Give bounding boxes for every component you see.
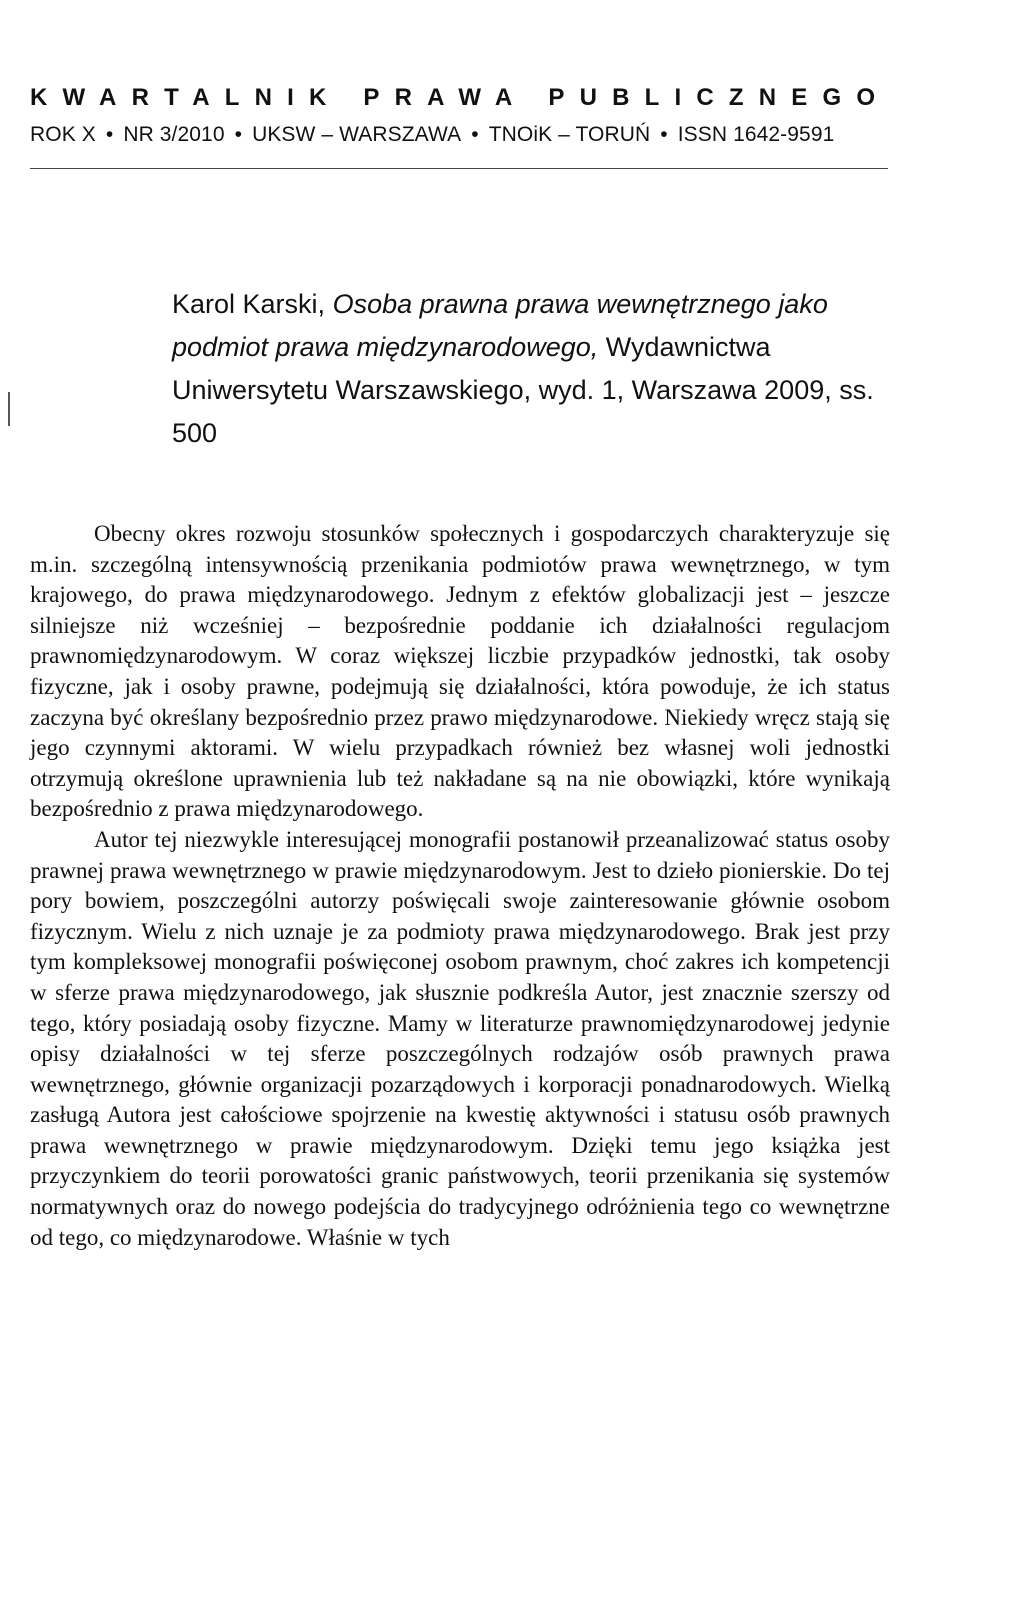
review-body [30, 519, 890, 1253]
meta-publisher-1: UKSW – WARSZAWA [252, 123, 462, 146]
book-citation [172, 283, 892, 455]
body-paragraph: Autor tej niezwykle interesującej monografii postanowił przeanalizować status osoby prawnej prawa wewnętrznego w prawie międzynarodowym. Jest to dzieło pionierskie. Do tej pory bowiem, poszczególni autorzy poświęcali swoje zainteresowanie głównie osobom fizycznym. Wielu z nich uznaje je za podmioty prawa międzynarodowego. Brak jest przy tym kompleksowej monografii poświęconej osobom prawnym, choć zakres ich kompetencji w sferze prawa międzynarodowego, jak słusznie podkreśla Autor, jest znacznie szerszy od tego, który posiadają osoby fizyczne. Mamy w literaturze prawnomiędzynarodowej jedynie opisy działalności w tej sferze poszczególnych rodzajów osób prawnych prawa wewnętrznego, głównie organizacji pozarządowych i korporacji ponadnarodowych. Wielką zasługą Autora jest całościowe spojrzenie na kwestię aktywności i statusu osób prawnych prawa wewnętrznego w prawie międzynarodowym. Dzięki temu jego książka jest przyczynkiem do teorii porowatości granic państwowych, teorii przenikania się systemów normatywnych oraz do nowego podejścia do tradycyjnego odróżnienia tego co wewnętrzne od tego, co międzynarodowe. Właśnie w tych [30, 826, 890, 1250]
scan-edge-mark [8, 392, 10, 426]
journal-name: KWARTALNIK PRAWA PUBLICZNEGO [30, 84, 891, 111]
meta-separator: • [234, 123, 243, 146]
meta-publisher-2: TNOiK – TORUŃ [488, 123, 651, 146]
meta-separator: • [471, 123, 479, 146]
book-author: Karol Karski, [172, 289, 333, 319]
meta-issue: NR 3/2010 [123, 123, 225, 146]
meta-volume: ROK X [30, 123, 96, 146]
header-divider [30, 168, 888, 169]
meta-issn: ISSN 1642-9591 [677, 123, 835, 146]
meta-separator: • [660, 123, 668, 146]
body-paragraph: Obecny okres rozwoju stosunków społecznych i gospodarczych charakteryzuje się m.in. szczególną intensywnością przenikania podmiotów prawa wewnętrznego, w tym krajowego, do prawa międzynarodowego. Jednym z efektów globalizacji jest – jeszcze silniejsze niż wcześniej – bezpośrednie poddanie ich działalności regulacjom prawnomiędzynarodowym. W coraz większej liczbie przypadków jednostki, tak osoby fizyczne, jak i osoby prawne, podejmują się działalności, która powoduje, że ich status zaczyna być określany bezpośrednio przez prawo międzynarodowe. Niekiedy wręcz stają się jego czynnymi aktorami. W wielu przypadkach również bez własnej woli jednostki otrzymują określone uprawnienia lub też nakładane są na nie obowiązki, które wynikają bezpośrednio z prawa międzynarodowego. [30, 521, 890, 822]
book-title: Osoba prawna prawa wewnętrznego jako podmiot prawa międzynarodowego, [172, 289, 828, 362]
meta-separator: • [105, 123, 114, 146]
journal-meta [30, 122, 890, 148]
book-publisher: Wydawnictwa Uniwersytetu Warszawskiego, wyd. 1, Warszawa 2009, ss. 500 [172, 332, 874, 448]
